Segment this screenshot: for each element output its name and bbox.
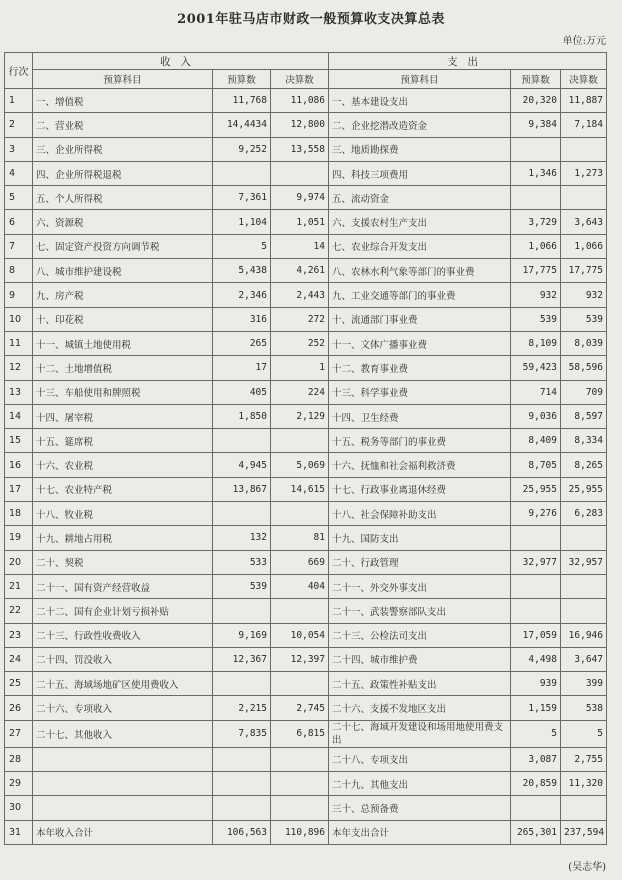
expense-final-cell: 25,955 <box>561 477 607 501</box>
income-final-cell <box>271 429 329 453</box>
income-header: 收入 <box>33 53 329 70</box>
income-item-cell: 十九、耕地占用税 <box>33 526 213 550</box>
expense-item-cell: 二十四、城市维护费 <box>329 647 511 671</box>
expense-final-cell: 8,597 <box>561 404 607 428</box>
row-number-cell: 25 <box>5 672 33 696</box>
expense-item-cell: 二十五、政策性补贴支出 <box>329 672 511 696</box>
table-row <box>5 356 607 380</box>
income-final-cell: 669 <box>271 550 329 574</box>
table-title: 2001年驻马店市财政一般预算收支决算总表 <box>177 12 445 27</box>
row-number-cell: 4 <box>5 161 33 185</box>
expense-item-cell: 二十三、公检法司支出 <box>329 623 511 647</box>
table-row <box>5 380 607 404</box>
row-number-cell: 1 <box>5 89 33 113</box>
expense-item-cell: 二十九、其他支出 <box>329 772 511 796</box>
row-number-cell: 21 <box>5 574 33 598</box>
income-budget-cell <box>213 772 271 796</box>
expense-budget-cell: 9,036 <box>511 404 561 428</box>
income-budget-cell: 11,768 <box>213 89 271 113</box>
income-item-cell: 十一、城镇土地使用税 <box>33 331 213 355</box>
expense-item-cell: 二十六、支援不发地区支出 <box>329 696 511 720</box>
income-final-cell <box>271 672 329 696</box>
income-final-cell: 12,800 <box>271 113 329 137</box>
unit-label: 单位:万元 <box>562 36 606 47</box>
income-budget-cell: 265 <box>213 331 271 355</box>
row-number-cell: 2 <box>5 113 33 137</box>
expense-final-cell <box>561 526 607 550</box>
income-item-cell <box>33 772 213 796</box>
income-budget-cell: 5,438 <box>213 259 271 283</box>
income-item-cell: 十八、牧业税 <box>33 502 213 526</box>
income-budget-cell: 405 <box>213 380 271 404</box>
income-item-cell <box>33 796 213 820</box>
row-number-cell: 27 <box>5 720 33 747</box>
income-budget-cell: 2,215 <box>213 696 271 720</box>
table-row <box>5 137 607 161</box>
income-final-cell: 110,896 <box>271 820 329 844</box>
income-final-cell: 11,086 <box>271 89 329 113</box>
expense-item-cell: 二十八、专项支出 <box>329 747 511 771</box>
table-row <box>5 161 607 185</box>
expense-item-cell: 三、地质勘探费 <box>329 137 511 161</box>
expense-item-cell: 八、农林水利气象等部门的事业费 <box>329 259 511 283</box>
expense-item-cell: 十七、行政事业离退休经费 <box>329 477 511 501</box>
expense-final-cell: 17,775 <box>561 259 607 283</box>
expense-budget-cell <box>511 186 561 210</box>
expense-item-cell: 十三、科学事业费 <box>329 380 511 404</box>
table-row <box>5 747 607 771</box>
row-number-cell: 28 <box>5 747 33 771</box>
expense-final-cell <box>561 796 607 820</box>
expense-item-cell: 一、基本建设支出 <box>329 89 511 113</box>
income-item-cell: 二十六、专项收入 <box>33 696 213 720</box>
expense-final-cell: 3,643 <box>561 210 607 234</box>
table-row <box>5 113 607 137</box>
income-budget-cell: 1,104 <box>213 210 271 234</box>
row-number-cell: 7 <box>5 234 33 258</box>
table-row <box>5 772 607 796</box>
table-body <box>5 89 607 845</box>
row-number-cell: 14 <box>5 404 33 428</box>
table-row <box>5 307 607 331</box>
expense-budget-cell: 265,301 <box>511 820 561 844</box>
expense-item-cell: 九、工业交通等部门的事业费 <box>329 283 511 307</box>
income-item-cell: 二十四、罚没收入 <box>33 647 213 671</box>
expense-final-cell: 58,596 <box>561 356 607 380</box>
row-number-cell: 18 <box>5 502 33 526</box>
row-number-cell: 6 <box>5 210 33 234</box>
income-budget-cell: 533 <box>213 550 271 574</box>
expense-final-cell: 7,184 <box>561 113 607 137</box>
table-row <box>5 502 607 526</box>
income-final-cell <box>271 161 329 185</box>
row-number-cell: 8 <box>5 259 33 283</box>
expense-item-cell: 五、流动资金 <box>329 186 511 210</box>
row-number-cell: 20 <box>5 550 33 574</box>
table-row <box>5 574 607 598</box>
row-number-header: 行次 <box>5 53 33 89</box>
income-item-cell: 本年收入合计 <box>33 820 213 844</box>
expense-budget-cell: 939 <box>511 672 561 696</box>
income-item-cell: 五、个人所得税 <box>33 186 213 210</box>
expense-budget-cell: 8,705 <box>511 453 561 477</box>
expense-budget-cell: 3,729 <box>511 210 561 234</box>
table-row <box>5 331 607 355</box>
income-budget-cell: 7,361 <box>213 186 271 210</box>
income-budget-cell: 17 <box>213 356 271 380</box>
income-final-cell: 2,745 <box>271 696 329 720</box>
income-item-cell: 一、增值税 <box>33 89 213 113</box>
table-row <box>5 259 607 283</box>
income-item-cell: 十三、车船使用和牌照税 <box>33 380 213 404</box>
income-final-cell <box>271 796 329 820</box>
table-row <box>5 234 607 258</box>
table-row <box>5 647 607 671</box>
table-row <box>5 526 607 550</box>
income-item-cell: 二、营业税 <box>33 113 213 137</box>
expense-budget-cell: 932 <box>511 283 561 307</box>
income-item-header: 预算科目 <box>33 70 213 89</box>
income-final-cell: 9,974 <box>271 186 329 210</box>
income-item-cell: 八、城市维护建设税 <box>33 259 213 283</box>
income-budget-cell: 132 <box>213 526 271 550</box>
income-item-cell: 二十五、海域场地矿区使用费收入 <box>33 672 213 696</box>
row-number-cell: 9 <box>5 283 33 307</box>
income-budget-cell <box>213 161 271 185</box>
income-final-cell: 272 <box>271 307 329 331</box>
table-row <box>5 623 607 647</box>
income-budget-header: 预算数 <box>213 70 271 89</box>
income-budget-cell: 5 <box>213 234 271 258</box>
table-row <box>5 796 607 820</box>
expense-final-cell: 1,273 <box>561 161 607 185</box>
expense-final-cell <box>561 137 607 161</box>
expense-item-cell: 本年支出合计 <box>329 820 511 844</box>
row-number-cell: 26 <box>5 696 33 720</box>
expense-item-cell: 二十、行政管理 <box>329 550 511 574</box>
table-row <box>5 672 607 696</box>
expense-final-cell: 11,887 <box>561 89 607 113</box>
expense-item-cell: 十一、文体广播事业费 <box>329 331 511 355</box>
income-budget-cell <box>213 796 271 820</box>
expense-budget-cell: 17,059 <box>511 623 561 647</box>
row-number-cell: 16 <box>5 453 33 477</box>
row-number-cell: 24 <box>5 647 33 671</box>
income-item-cell: 二十一、国有资产经营收益 <box>33 574 213 598</box>
row-number-cell: 17 <box>5 477 33 501</box>
expense-item-cell: 二十一、武装警察部队支出 <box>329 599 511 623</box>
expense-final-cell: 3,647 <box>561 647 607 671</box>
income-final-cell: 4,261 <box>271 259 329 283</box>
income-final-cell: 404 <box>271 574 329 598</box>
income-final-cell: 1,051 <box>271 210 329 234</box>
income-budget-cell: 4,945 <box>213 453 271 477</box>
expense-budget-cell: 17,775 <box>511 259 561 283</box>
income-item-cell: 六、资源税 <box>33 210 213 234</box>
expense-final-cell <box>561 186 607 210</box>
income-budget-cell: 539 <box>213 574 271 598</box>
row-number-cell: 30 <box>5 796 33 820</box>
income-item-cell: 三、企业所得税 <box>33 137 213 161</box>
expense-final-cell: 2,755 <box>561 747 607 771</box>
income-item-cell: 二十三、行政性收费收入 <box>33 623 213 647</box>
expense-final-cell: 538 <box>561 696 607 720</box>
expense-final-cell: 8,334 <box>561 429 607 453</box>
row-number-cell: 19 <box>5 526 33 550</box>
income-final-cell: 14 <box>271 234 329 258</box>
income-budget-cell <box>213 672 271 696</box>
table-row <box>5 720 607 747</box>
row-number-cell: 29 <box>5 772 33 796</box>
expense-item-cell: 七、农业综合开发支出 <box>329 234 511 258</box>
row-number-cell: 13 <box>5 380 33 404</box>
expense-budget-cell: 539 <box>511 307 561 331</box>
income-final-cell <box>271 747 329 771</box>
income-item-cell: 七、固定资产投资方向调节税 <box>33 234 213 258</box>
table-row <box>5 820 607 844</box>
expense-header: 支出 <box>329 53 607 70</box>
expense-final-cell: 932 <box>561 283 607 307</box>
expense-item-cell: 十六、抚恤和社会福利救济费 <box>329 453 511 477</box>
table-row <box>5 429 607 453</box>
income-final-cell: 2,443 <box>271 283 329 307</box>
income-item-cell: 二十七、其他收入 <box>33 720 213 747</box>
row-number-cell: 22 <box>5 599 33 623</box>
income-item-cell: 十二、土地增值税 <box>33 356 213 380</box>
expense-budget-cell: 20,320 <box>511 89 561 113</box>
table-row <box>5 599 607 623</box>
row-number-cell: 3 <box>5 137 33 161</box>
expense-budget-cell: 1,346 <box>511 161 561 185</box>
table-row <box>5 210 607 234</box>
income-final-cell: 6,815 <box>271 720 329 747</box>
table-row <box>5 186 607 210</box>
income-final-cell: 5,069 <box>271 453 329 477</box>
income-item-cell: 四、企业所得税退税 <box>33 161 213 185</box>
table-row <box>5 696 607 720</box>
expense-budget-cell: 59,423 <box>511 356 561 380</box>
expense-budget-cell: 25,955 <box>511 477 561 501</box>
row-number-cell: 23 <box>5 623 33 647</box>
income-budget-cell <box>213 747 271 771</box>
expense-item-cell: 十四、卫生经费 <box>329 404 511 428</box>
expense-budget-cell: 4,498 <box>511 647 561 671</box>
table-row <box>5 89 607 113</box>
row-number-cell: 11 <box>5 331 33 355</box>
expense-budget-cell: 8,409 <box>511 429 561 453</box>
income-item-cell: 十、印花税 <box>33 307 213 331</box>
income-final-cell: 10,054 <box>271 623 329 647</box>
income-budget-cell <box>213 502 271 526</box>
expense-final-cell: 399 <box>561 672 607 696</box>
income-final-cell: 2,129 <box>271 404 329 428</box>
expense-final-cell: 5 <box>561 720 607 747</box>
income-budget-cell: 106,563 <box>213 820 271 844</box>
expense-budget-cell: 20,859 <box>511 772 561 796</box>
expense-budget-cell: 9,384 <box>511 113 561 137</box>
income-final-cell: 14,615 <box>271 477 329 501</box>
income-item-cell: 二十二、国有企业计划亏损补贴 <box>33 599 213 623</box>
expense-item-cell: 十二、教育事业费 <box>329 356 511 380</box>
expense-budget-cell: 714 <box>511 380 561 404</box>
expense-budget-cell <box>511 599 561 623</box>
expense-final-cell: 8,265 <box>561 453 607 477</box>
expense-final-cell <box>561 574 607 598</box>
expense-budget-cell <box>511 796 561 820</box>
income-final-cell <box>271 599 329 623</box>
income-item-cell: 十七、农业特产税 <box>33 477 213 501</box>
income-item-cell: 九、房产税 <box>33 283 213 307</box>
expense-budget-cell <box>511 574 561 598</box>
income-budget-cell: 9,252 <box>213 137 271 161</box>
expense-final-header: 决算数 <box>561 70 607 89</box>
income-budget-cell: 14,4434 <box>213 113 271 137</box>
expense-item-header: 预算科目 <box>329 70 511 89</box>
income-final-cell <box>271 502 329 526</box>
expense-item-cell: 二十七、海域开发建设和场用地使用费支出 <box>329 720 511 747</box>
expense-item-cell: 十九、国防支出 <box>329 526 511 550</box>
income-budget-cell <box>213 599 271 623</box>
income-budget-cell: 9,169 <box>213 623 271 647</box>
expense-budget-cell: 9,276 <box>511 502 561 526</box>
author-signature: (吴志华) <box>568 862 606 873</box>
expense-budget-cell: 5 <box>511 720 561 747</box>
expense-budget-cell <box>511 137 561 161</box>
income-item-cell <box>33 747 213 771</box>
expense-final-cell: 6,283 <box>561 502 607 526</box>
expense-final-cell: 8,039 <box>561 331 607 355</box>
income-budget-cell: 1,850 <box>213 404 271 428</box>
expense-item-cell: 十五、税务等部门的事业费 <box>329 429 511 453</box>
expense-budget-cell: 8,109 <box>511 331 561 355</box>
table-row <box>5 550 607 574</box>
expense-final-cell: 11,320 <box>561 772 607 796</box>
expense-final-cell: 16,946 <box>561 623 607 647</box>
expense-final-cell: 709 <box>561 380 607 404</box>
expense-final-cell: 237,594 <box>561 820 607 844</box>
expense-budget-cell: 1,066 <box>511 234 561 258</box>
expense-budget-cell: 3,087 <box>511 747 561 771</box>
income-item-cell: 十五、筵席税 <box>33 429 213 453</box>
table-row <box>5 477 607 501</box>
row-number-cell: 12 <box>5 356 33 380</box>
income-final-cell: 12,397 <box>271 647 329 671</box>
row-number-cell: 5 <box>5 186 33 210</box>
income-budget-cell: 2,346 <box>213 283 271 307</box>
income-final-cell <box>271 772 329 796</box>
income-item-cell: 十四、屠宰税 <box>33 404 213 428</box>
expense-item-cell: 六、支援农村生产支出 <box>329 210 511 234</box>
income-final-cell: 252 <box>271 331 329 355</box>
income-budget-cell: 7,835 <box>213 720 271 747</box>
expense-final-cell: 32,957 <box>561 550 607 574</box>
income-item-cell: 十六、农业税 <box>33 453 213 477</box>
income-final-cell: 81 <box>271 526 329 550</box>
budget-table <box>4 52 607 845</box>
income-final-cell: 1 <box>271 356 329 380</box>
expense-final-cell: 539 <box>561 307 607 331</box>
expense-final-cell <box>561 599 607 623</box>
expense-item-cell: 二、企业挖潜改造资金 <box>329 113 511 137</box>
income-final-header: 决算数 <box>271 70 329 89</box>
expense-item-cell: 四、科技三项费用 <box>329 161 511 185</box>
row-number-cell: 10 <box>5 307 33 331</box>
income-item-cell: 二十、契税 <box>33 550 213 574</box>
expense-item-cell: 十八、社会保障补助支出 <box>329 502 511 526</box>
income-final-cell: 224 <box>271 380 329 404</box>
expense-budget-header: 预算数 <box>511 70 561 89</box>
expense-final-cell: 1,066 <box>561 234 607 258</box>
table-row <box>5 283 607 307</box>
expense-item-cell: 三十、总预备费 <box>329 796 511 820</box>
income-final-cell: 13,558 <box>271 137 329 161</box>
table-row <box>5 453 607 477</box>
expense-budget-cell: 1,159 <box>511 696 561 720</box>
row-number-cell: 15 <box>5 429 33 453</box>
expense-budget-cell: 32,977 <box>511 550 561 574</box>
row-number-cell: 31 <box>5 820 33 844</box>
income-budget-cell <box>213 429 271 453</box>
expense-budget-cell <box>511 526 561 550</box>
expense-item-cell: 十、流通部门事业费 <box>329 307 511 331</box>
expense-item-cell: 二十一、外交外事支出 <box>329 574 511 598</box>
table-row <box>5 404 607 428</box>
income-budget-cell: 13,867 <box>213 477 271 501</box>
income-budget-cell: 12,367 <box>213 647 271 671</box>
income-budget-cell: 316 <box>213 307 271 331</box>
